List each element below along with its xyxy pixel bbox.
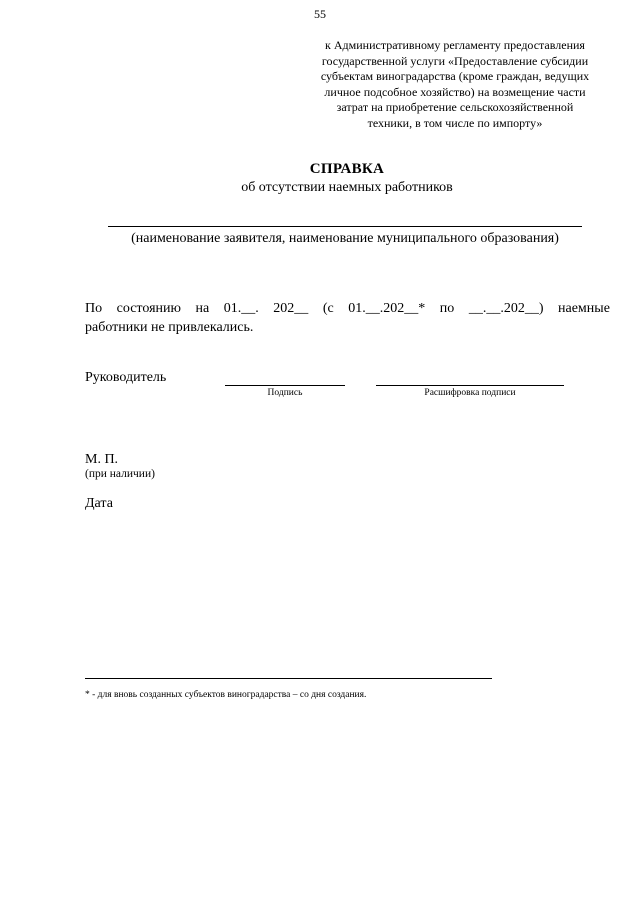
header-note-line: к Административному регламенту предоставления (325, 38, 585, 52)
header-note-line: государственной услуги «Предоставление субсидии (321, 53, 589, 68)
statement-word: 01.__. (223, 301, 259, 316)
statement-line-1 (85, 301, 610, 317)
signature-blank-line (225, 385, 345, 386)
date-label: Дата (85, 496, 113, 511)
signature-decoding-blank-line (376, 385, 564, 386)
statement-word: __.__.202__) (468, 301, 544, 316)
signature-caption: Подпись (267, 388, 303, 398)
header-note-line: затрат на приобретение сельскохозяйственной (336, 100, 574, 114)
header-note-line: техники, в том числе по импорту» (367, 115, 543, 130)
document-subtitle: об отсутствии наемных работников (241, 180, 453, 195)
stamp-label: М. П. (85, 452, 119, 467)
applicant-caption: (наименование заявителя, наименование муниципального образования) (131, 231, 559, 246)
page-number: 55 (314, 7, 326, 21)
footnote-divider (85, 678, 492, 679)
statement-word: 202__ (273, 301, 309, 316)
statement-word: 01.__.202__* (348, 301, 426, 316)
statement-word: наемные (558, 301, 610, 316)
signature-decoding-caption: Расшифровка подписи (424, 388, 516, 398)
applicant-blank-line (108, 226, 582, 227)
statement-word: по (439, 301, 455, 316)
stamp-note: (при наличии) (85, 468, 155, 480)
statement-word: состоянию (116, 301, 181, 316)
document-title: СПРАВКА (309, 161, 385, 177)
header-note-line: личное подсобное хозяйство) на возмещение части (324, 84, 586, 99)
statement-word: (с (322, 301, 334, 316)
head-label: Руководитель (85, 370, 167, 385)
statement-line-2: работники не привлекались. (85, 320, 254, 335)
statement-word: на (195, 301, 210, 316)
footnote: * - для вновь созданных субъектов виноградарства – со дня создания. (85, 690, 367, 700)
header-note-line: субъектам виноградарства (кроме граждан, ведущих (320, 69, 590, 83)
regulation-header-note (300, 38, 610, 131)
statement-word: По (85, 301, 103, 316)
